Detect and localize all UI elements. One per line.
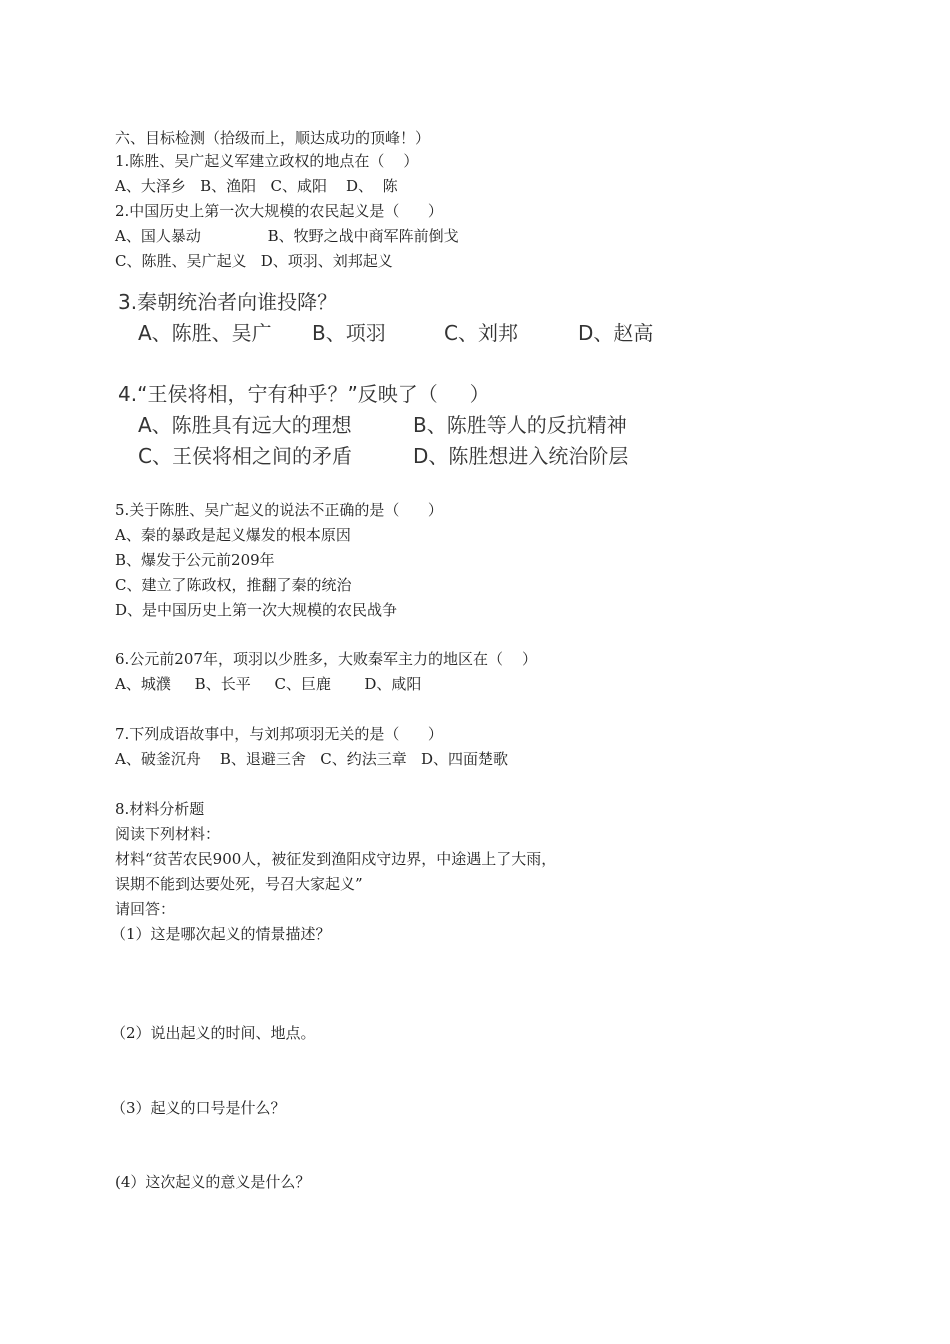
q5-stem: 5.关于陈胜、吴广起义的说法不正确的是（ ） — [115, 501, 443, 519]
q4-option-d: D、陈胜想进入统治阶层 — [413, 444, 629, 468]
q2-stem: 2.中国历史上第一次大规模的农民起义是（ ） — [115, 202, 443, 220]
q2-options-line1: A、国人暴动 B、牧野之战中商军阵前倒戈 — [115, 227, 459, 245]
q7-stem: 7.下列成语故事中，与刘邦项羽无关的是（ ） — [115, 725, 443, 743]
q4-option-b: B、陈胜等人的反抗精神 — [413, 413, 627, 437]
q8-ask: 请回答： — [115, 900, 176, 918]
q8-sub2: （2）说出起义的时间、地点。 — [111, 1024, 316, 1042]
q6-stem: 6.公元前207年，项羽以少胜多，大败秦军主力的地区在（ ） — [115, 650, 538, 668]
q3-option-c: C、刘邦 — [444, 321, 518, 345]
q4-option-a: A、陈胜具有远大的理想 — [138, 413, 352, 437]
q1-options: A、大泽乡 B、渔阳 C、咸阳 D、 陈 — [115, 177, 398, 195]
q5-option-d: D、是中国历史上第一次大规模的农民战争 — [115, 601, 398, 619]
q5-option-b: B、爆发于公元前209年 — [115, 551, 275, 569]
q2-options-line2: C、陈胜、吴广起义 D、项羽、刘邦起义 — [115, 252, 393, 270]
q8-stem: 8.材料分析题 — [115, 800, 205, 818]
q1-stem: 1.陈胜、吴广起义军建立政权的地点在（ ） — [115, 152, 419, 170]
q3-option-a: A、陈胜、吴广 — [138, 321, 272, 345]
q8-material-line1: 材料“贫苦农民900人，被征发到渔阳戍守边界，中途遇上了大雨， — [115, 850, 557, 868]
q3-option-b: B、项羽 — [312, 321, 386, 345]
q8-sub4: (4）这次起义的意义是什么？ — [115, 1173, 311, 1191]
section-title: 六、目标检测（拾级而上，顺达成功的顶峰！） — [115, 129, 431, 147]
q3-option-d: D、赵高 — [578, 321, 654, 345]
q4-option-c: C、王侯将相之间的矛盾 — [138, 444, 352, 468]
q6-options: A、城濮 B、长平 C、巨鹿 D、咸阳 — [115, 675, 422, 693]
q5-option-c: C、建立了陈政权，推翻了秦的统治 — [115, 576, 352, 594]
q5-option-a: A、秦的暴政是起义爆发的根本原因 — [115, 526, 351, 544]
q8-read: 阅读下列材料： — [115, 825, 221, 843]
q8-material-line2: 误期不能到达要处死，号召大家起义” — [115, 875, 363, 893]
q3-stem: 3.秦朝统治者向谁投降？ — [118, 290, 338, 314]
q4-stem: 4.“王侯将相，宁有种乎？”反映了（ ） — [118, 382, 490, 406]
q8-sub3: （3）起义的口号是什么？ — [111, 1099, 286, 1117]
q8-sub1: （1）这是哪次起义的情景描述？ — [111, 925, 331, 943]
q7-options: A、破釜沉舟 B、退避三舍 C、约法三章 D、四面楚歌 — [115, 750, 509, 768]
